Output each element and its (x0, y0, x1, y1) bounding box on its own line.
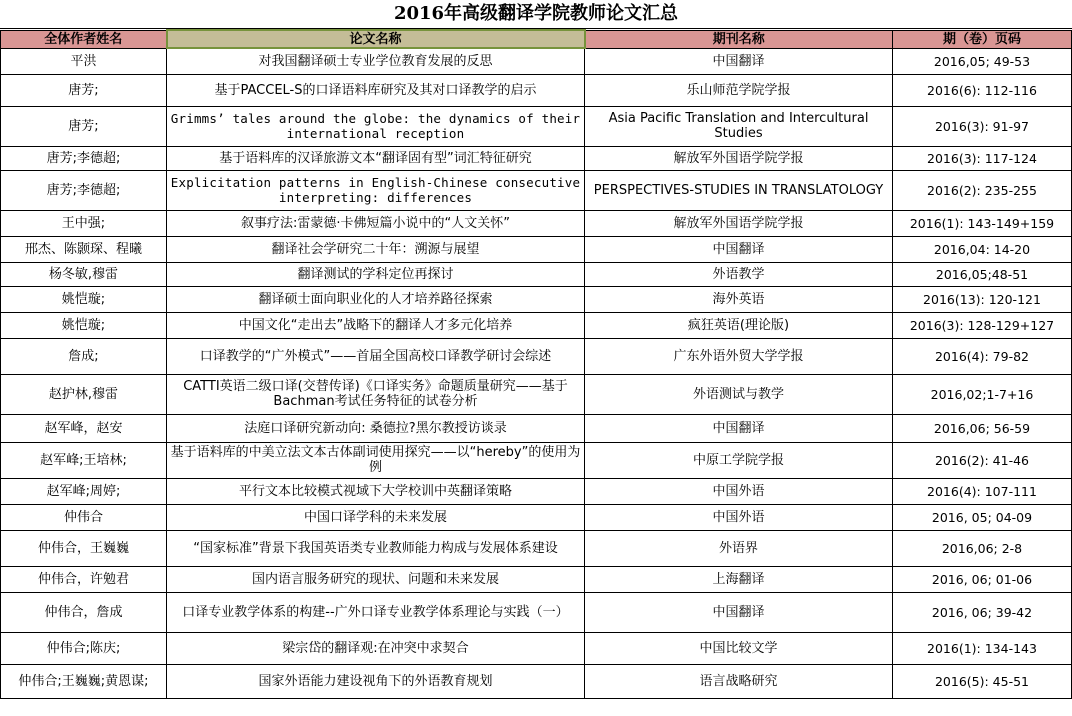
pages-cell[interactable]: 2016, 06; 39-42 (893, 592, 1072, 632)
paper-title-cell[interactable]: 口译教学的“广外模式”——首届全国高校口译教学研讨会综述 (167, 338, 585, 374)
author-cell[interactable]: 杨冬敏,穆雷 (1, 262, 167, 286)
table-row (1, 504, 1072, 530)
paper-title-cell[interactable]: 国内语言服务研究的现状、问题和未来发展 (167, 566, 585, 592)
paper-title-cell[interactable]: Grimms’ tales around the globe: the dynamics of their international reception (167, 106, 585, 146)
table-row (1, 286, 1072, 312)
papers-table (0, 29, 1072, 699)
table-row (1, 442, 1072, 478)
pages-cell[interactable]: 2016, 06; 01-06 (893, 566, 1072, 592)
table-row (1, 374, 1072, 414)
journal-cell[interactable]: 中国翻译 (585, 414, 893, 442)
author-cell[interactable]: 姚恺璇; (1, 312, 167, 338)
header-pages[interactable]: 期（卷）页码 (893, 30, 1072, 48)
journal-cell[interactable]: 解放军外国语学院学报 (585, 146, 893, 170)
journal-cell[interactable]: 外语教学 (585, 262, 893, 286)
journal-cell[interactable]: 广东外语外贸大学学报 (585, 338, 893, 374)
author-cell[interactable]: 赵护林,穆雷 (1, 374, 167, 414)
journal-cell[interactable]: 外语界 (585, 530, 893, 566)
journal-cell[interactable]: 语言战略研究 (585, 664, 893, 698)
table-row (1, 566, 1072, 592)
journal-cell[interactable]: 中国翻译 (585, 236, 893, 262)
paper-title-cell[interactable]: 口译专业教学体系的构建--广外口译专业教学体系理论与实践（一） (167, 592, 585, 632)
table-row (1, 664, 1072, 698)
pages-cell[interactable]: 2016,06; 2-8 (893, 530, 1072, 566)
table-row (1, 48, 1072, 74)
author-cell[interactable]: 赵军峰;周婷; (1, 478, 167, 504)
pages-cell[interactable]: 2016(1): 143-149+159 (893, 210, 1072, 236)
author-cell[interactable]: 仲伟合;陈庆; (1, 632, 167, 664)
author-cell[interactable]: 仲伟合;王巍巍;黄恩谋; (1, 664, 167, 698)
table-row (1, 338, 1072, 374)
paper-title-cell[interactable]: 法庭口译研究新动向: 桑德拉?黑尔教授访谈录 (167, 414, 585, 442)
author-cell[interactable]: 仲伟合，詹成 (1, 592, 167, 632)
author-cell[interactable]: 唐芳;李德超; (1, 146, 167, 170)
pages-cell[interactable]: 2016(3): 117-124 (893, 146, 1072, 170)
table-row (1, 632, 1072, 664)
table-row (1, 592, 1072, 632)
pages-cell[interactable]: 2016,02;1-7+16 (893, 374, 1072, 414)
pages-cell[interactable]: 2016(1): 134-143 (893, 632, 1072, 664)
pages-cell[interactable]: 2016,05;48-51 (893, 262, 1072, 286)
journal-cell[interactable]: 中国外语 (585, 478, 893, 504)
paper-title-cell[interactable]: 叙事疗法:雷蒙德·卡佛短篇小说中的“人文关怀” (167, 210, 585, 236)
journal-cell[interactable]: 外语测试与教学 (585, 374, 893, 414)
author-cell[interactable]: 赵军峰;王培林; (1, 442, 167, 478)
author-cell[interactable]: 仲伟合 (1, 504, 167, 530)
paper-title-cell[interactable]: 中国口译学科的未来发展 (167, 504, 585, 530)
table-row (1, 478, 1072, 504)
author-cell[interactable]: 唐芳; (1, 106, 167, 146)
journal-cell[interactable]: 中国比较文学 (585, 632, 893, 664)
table-row (1, 170, 1072, 210)
author-cell[interactable]: 仲伟合，王巍巍 (1, 530, 167, 566)
journal-cell[interactable]: 解放军外国语学院学报 (585, 210, 893, 236)
pages-cell[interactable]: 2016,06; 56-59 (893, 414, 1072, 442)
pages-cell[interactable]: 2016(13): 120-121 (893, 286, 1072, 312)
paper-title-cell[interactable]: 基于语料库的中美立法文本古体副词使用探究——以“hereby”的使用为例 (167, 442, 585, 478)
journal-cell[interactable]: PERSPECTIVES-STUDIES IN TRANSLATOLOGY (585, 170, 893, 210)
table-row (1, 74, 1072, 106)
paper-title-cell[interactable]: 国家外语能力建设视角下的外语教育规划 (167, 664, 585, 698)
journal-cell[interactable]: 中国翻译 (585, 592, 893, 632)
author-cell[interactable]: 王中强; (1, 210, 167, 236)
author-cell[interactable]: 平洪 (1, 48, 167, 74)
paper-title-cell[interactable]: 翻译社会学研究二十年：溯源与展望 (167, 236, 585, 262)
journal-cell[interactable]: 中国翻译 (585, 48, 893, 74)
paper-title-cell[interactable]: 中国文化“走出去”战略下的翻译人才多元化培养 (167, 312, 585, 338)
pages-cell[interactable]: 2016(3): 91-97 (893, 106, 1072, 146)
paper-title-cell[interactable]: CATTI英语二级口译(交替传译)《口译实务》命题质量研究——基于Bachman考试任务特征的试卷分析 (167, 374, 585, 414)
author-cell[interactable]: 詹成; (1, 338, 167, 374)
pages-cell[interactable]: 2016(4): 107-111 (893, 478, 1072, 504)
author-cell[interactable]: 唐芳; (1, 74, 167, 106)
paper-title-cell[interactable]: “国家标准”背景下我国英语类专业教师能力构成与发展体系建设 (167, 530, 585, 566)
paper-title-cell[interactable]: Explicitation patterns in English-Chinese consecutive interpreting: differences (167, 170, 585, 210)
header-journal[interactable]: 期刊名称 (585, 30, 893, 48)
journal-cell[interactable]: 乐山师范学院学报 (585, 74, 893, 106)
paper-title-cell[interactable]: 翻译测试的学科定位再探讨 (167, 262, 585, 286)
journal-cell[interactable]: 上海翻译 (585, 566, 893, 592)
journal-cell[interactable]: 中国外语 (585, 504, 893, 530)
paper-title-cell[interactable]: 基于语料库的汉译旅游文本“翻译固有型”词汇特征研究 (167, 146, 585, 170)
table-row (1, 106, 1072, 146)
author-cell[interactable]: 赵军峰，赵安 (1, 414, 167, 442)
pages-cell[interactable]: 2016(3): 128-129+127 (893, 312, 1072, 338)
pages-cell[interactable]: 2016(2): 41-46 (893, 442, 1072, 478)
table-row (1, 236, 1072, 262)
sheet-title: 2016年高级翻译学院教师论文汇总 (0, 0, 1072, 29)
pages-cell[interactable]: 2016,05; 49-53 (893, 48, 1072, 74)
pages-cell[interactable]: 2016(4): 79-82 (893, 338, 1072, 374)
author-cell[interactable]: 邢杰、陈颢琛、程曦 (1, 236, 167, 262)
table-row (1, 414, 1072, 442)
table-body (1, 48, 1072, 698)
table-row (1, 530, 1072, 566)
header-paper-title[interactable]: 论文名称 (167, 30, 585, 48)
pages-cell[interactable]: 2016(2): 235-255 (893, 170, 1072, 210)
table-row (1, 210, 1072, 236)
header-author[interactable]: 全体作者姓名 (1, 30, 167, 48)
paper-title-cell[interactable]: 翻译硕士面向职业化的人才培养路径探索 (167, 286, 585, 312)
paper-title-cell[interactable]: 对我国翻译硕士专业学位教育发展的反思 (167, 48, 585, 74)
paper-title-cell[interactable]: 基于PACCEL-S的口译语料库研究及其对口译教学的启示 (167, 74, 585, 106)
table-row (1, 262, 1072, 286)
journal-cell[interactable]: Asia Pacific Translation and Intercultural Studies (585, 106, 893, 146)
table-row (1, 312, 1072, 338)
pages-cell[interactable]: 2016(6): 112-116 (893, 74, 1072, 106)
paper-title-cell[interactable]: 平行文本比较模式视域下大学校训中英翻译策略 (167, 478, 585, 504)
table-row (1, 146, 1072, 170)
journal-cell[interactable]: 疯狂英语(理论版) (585, 312, 893, 338)
paper-title-cell[interactable]: 梁宗岱的翻译观:在冲突中求契合 (167, 632, 585, 664)
author-cell[interactable]: 唐芳;李德超; (1, 170, 167, 210)
author-cell[interactable]: 仲伟合，许勉君 (1, 566, 167, 592)
pages-cell[interactable]: 2016, 05; 04-09 (893, 504, 1072, 530)
pages-cell[interactable]: 2016(5): 45-51 (893, 664, 1072, 698)
journal-cell[interactable]: 中原工学院学报 (585, 442, 893, 478)
journal-cell[interactable]: 海外英语 (585, 286, 893, 312)
pages-cell[interactable]: 2016,04: 14-20 (893, 236, 1072, 262)
header-row (1, 30, 1072, 48)
author-cell[interactable]: 姚恺璇; (1, 286, 167, 312)
